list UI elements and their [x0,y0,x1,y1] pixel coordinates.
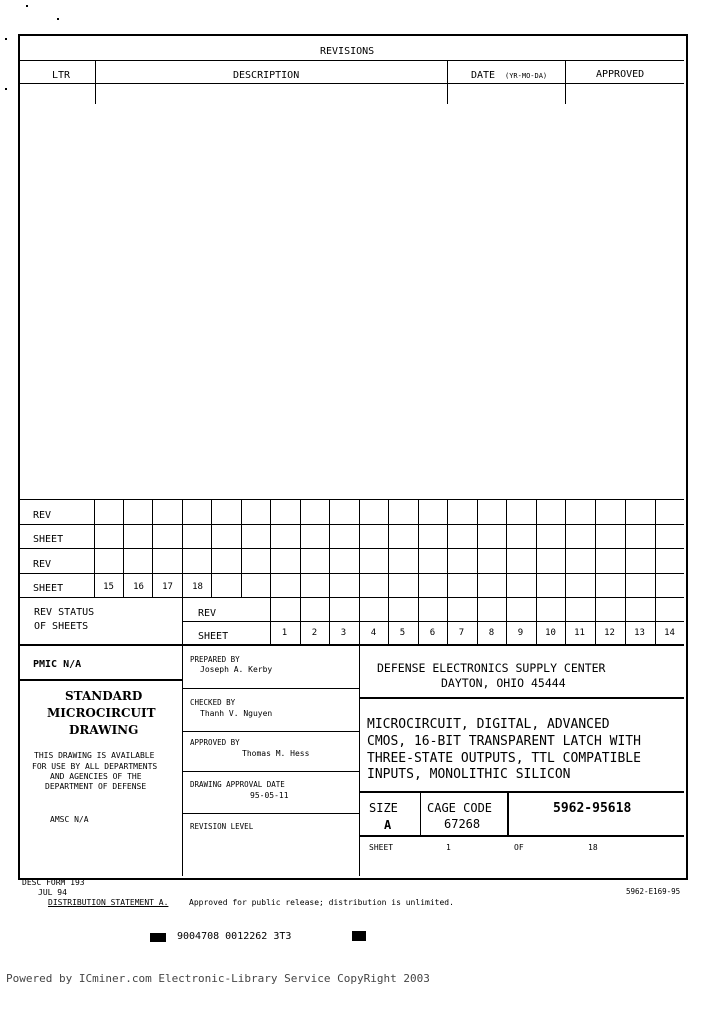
date-header: DATE [471,70,496,81]
prepared-by-label: PREPARED BY [190,655,240,664]
scan-speck [5,88,7,90]
pmic-label: PMIC N/A [33,659,82,670]
form-number: DESC FORM 193 [22,878,85,887]
rev-status-sheet-label: SHEET [198,631,229,642]
status-sheet-number: 11 [574,628,585,638]
sheet-number: 15 [103,582,114,592]
standard-line3: DRAWING [69,723,139,737]
status-sheet-number: 5 [399,628,406,638]
scan-speck [5,38,7,40]
approved-header: APPROVED [596,69,645,80]
document-code: 5962-E169-95 [626,887,681,896]
description-header: DESCRIPTION [233,70,300,81]
sheet-number: 17 [162,582,173,592]
status-sheet-number: 8 [488,628,495,638]
status-sheet-number: 2 [311,628,318,638]
sheet-label: SHEET [369,843,394,852]
grid-column-line [625,499,626,597]
of-sheets-label: OF SHEETS [34,621,89,632]
sheet-row1-label: SHEET [33,534,64,545]
sheet-value: 1 [446,843,451,852]
rev-row1-label: REV [33,510,52,521]
prepared-by-name: Joseph A. Kerby [200,665,273,674]
standard-line2: MICROCIRCUIT [47,706,156,720]
grid-column-line [477,499,478,597]
status-sheet-number: 1 [281,628,288,638]
status-sheet-number: 10 [545,628,556,638]
agency-line1: DEFENSE ELECTRONICS SUPPLY CENTER [377,661,606,675]
status-sheet-number: 4 [370,628,377,638]
sheet-number: 16 [133,582,144,592]
status-sheet-number: 3 [340,628,347,638]
approved-by-label: APPROVED BY [190,738,240,747]
standard-line1: STANDARD [65,689,143,703]
scan-speck [57,18,59,20]
grid-column-line [418,499,419,597]
status-sheet-number: 13 [634,628,645,638]
size-label: SIZE [369,801,398,815]
availability-line3: AND AGENCIES OF THE [50,772,142,781]
grid-column-line [388,499,389,597]
sheet-number: 18 [192,582,203,592]
title-line1: MICROCIRCUIT, DIGITAL, ADVANCED [367,717,610,732]
barcode-text: 9004708 0012262 3T3 [177,931,292,942]
of-value: 18 [588,843,598,852]
barcode-right-mark [352,931,366,941]
grid-column-line [270,499,271,597]
status-sheet-number: 7 [458,628,465,638]
status-sheet-number: 6 [429,628,436,638]
rev-status-label: REV STATUS [34,607,95,618]
approved-by-name: Thomas M. Hess [242,749,310,758]
approval-date-value: 95-05-11 [250,791,289,800]
grid-column-line [447,499,448,597]
grid-column-line [329,499,330,597]
status-sheet-number: 12 [604,628,615,638]
grid-column-line [241,499,242,597]
size-value: A [384,818,392,832]
title-line3: THREE-STATE OUTPUTS, TTL COMPATIBLE [367,751,641,766]
distribution-text: Approved for public release; distribution is unlimited. [189,898,454,907]
title-line2: CMOS, 16-BIT TRANSPARENT LATCH WITH [367,734,641,749]
cage-code-label: CAGE CODE [427,801,493,815]
grid-column-line [595,499,596,597]
agency-line2: DAYTON, OHIO 45444 [441,676,566,690]
grid-column-line [506,499,507,597]
distribution-label: DISTRIBUTION STATEMENT A. [48,898,169,907]
of-label: OF [514,843,524,852]
grid-column-line [536,499,537,597]
drawing-number: 5962-95618 [553,801,632,816]
grid-column-line [655,499,656,597]
title-line4: INPUTS, MONOLITHIC SILICON [367,767,571,782]
revisions-title: REVISIONS [320,46,375,57]
availability-line1: THIS DRAWING IS AVAILABLE [34,751,155,760]
grid-column-line [300,499,301,597]
form-date: JUL 94 [38,888,67,897]
barcode-left-mark [150,933,166,942]
checked-by-name: Thanh V. Nguyen [200,709,273,718]
grid-column-line [565,499,566,597]
scan-speck [26,5,28,7]
rev-status-rev-label: REV [198,608,217,619]
rev-row2-label: REV [33,559,52,570]
cage-code-value: 67268 [444,817,481,831]
sheet-row2-label: SHEET [33,583,64,594]
amsc-label: AMSC N/A [50,815,89,824]
revision-level-label: REVISION LEVEL [190,822,254,831]
availability-line4: DEPARTMENT OF DEFENSE [45,782,147,791]
availability-line2: FOR USE BY ALL DEPARTMENTS [32,762,158,771]
grid-column-line [359,499,360,597]
checked-by-label: CHECKED BY [190,698,236,707]
ltr-header: LTR [52,70,71,81]
powered-by-footer: Powered by ICminer.com Electronic-Library Service CopyRight 2003 [6,972,430,985]
status-sheet-number: 14 [664,628,675,638]
date-format: (YR-MO-DA) [505,72,548,80]
approval-date-label: DRAWING APPROVAL DATE [190,780,285,789]
status-sheet-number: 9 [517,628,524,638]
